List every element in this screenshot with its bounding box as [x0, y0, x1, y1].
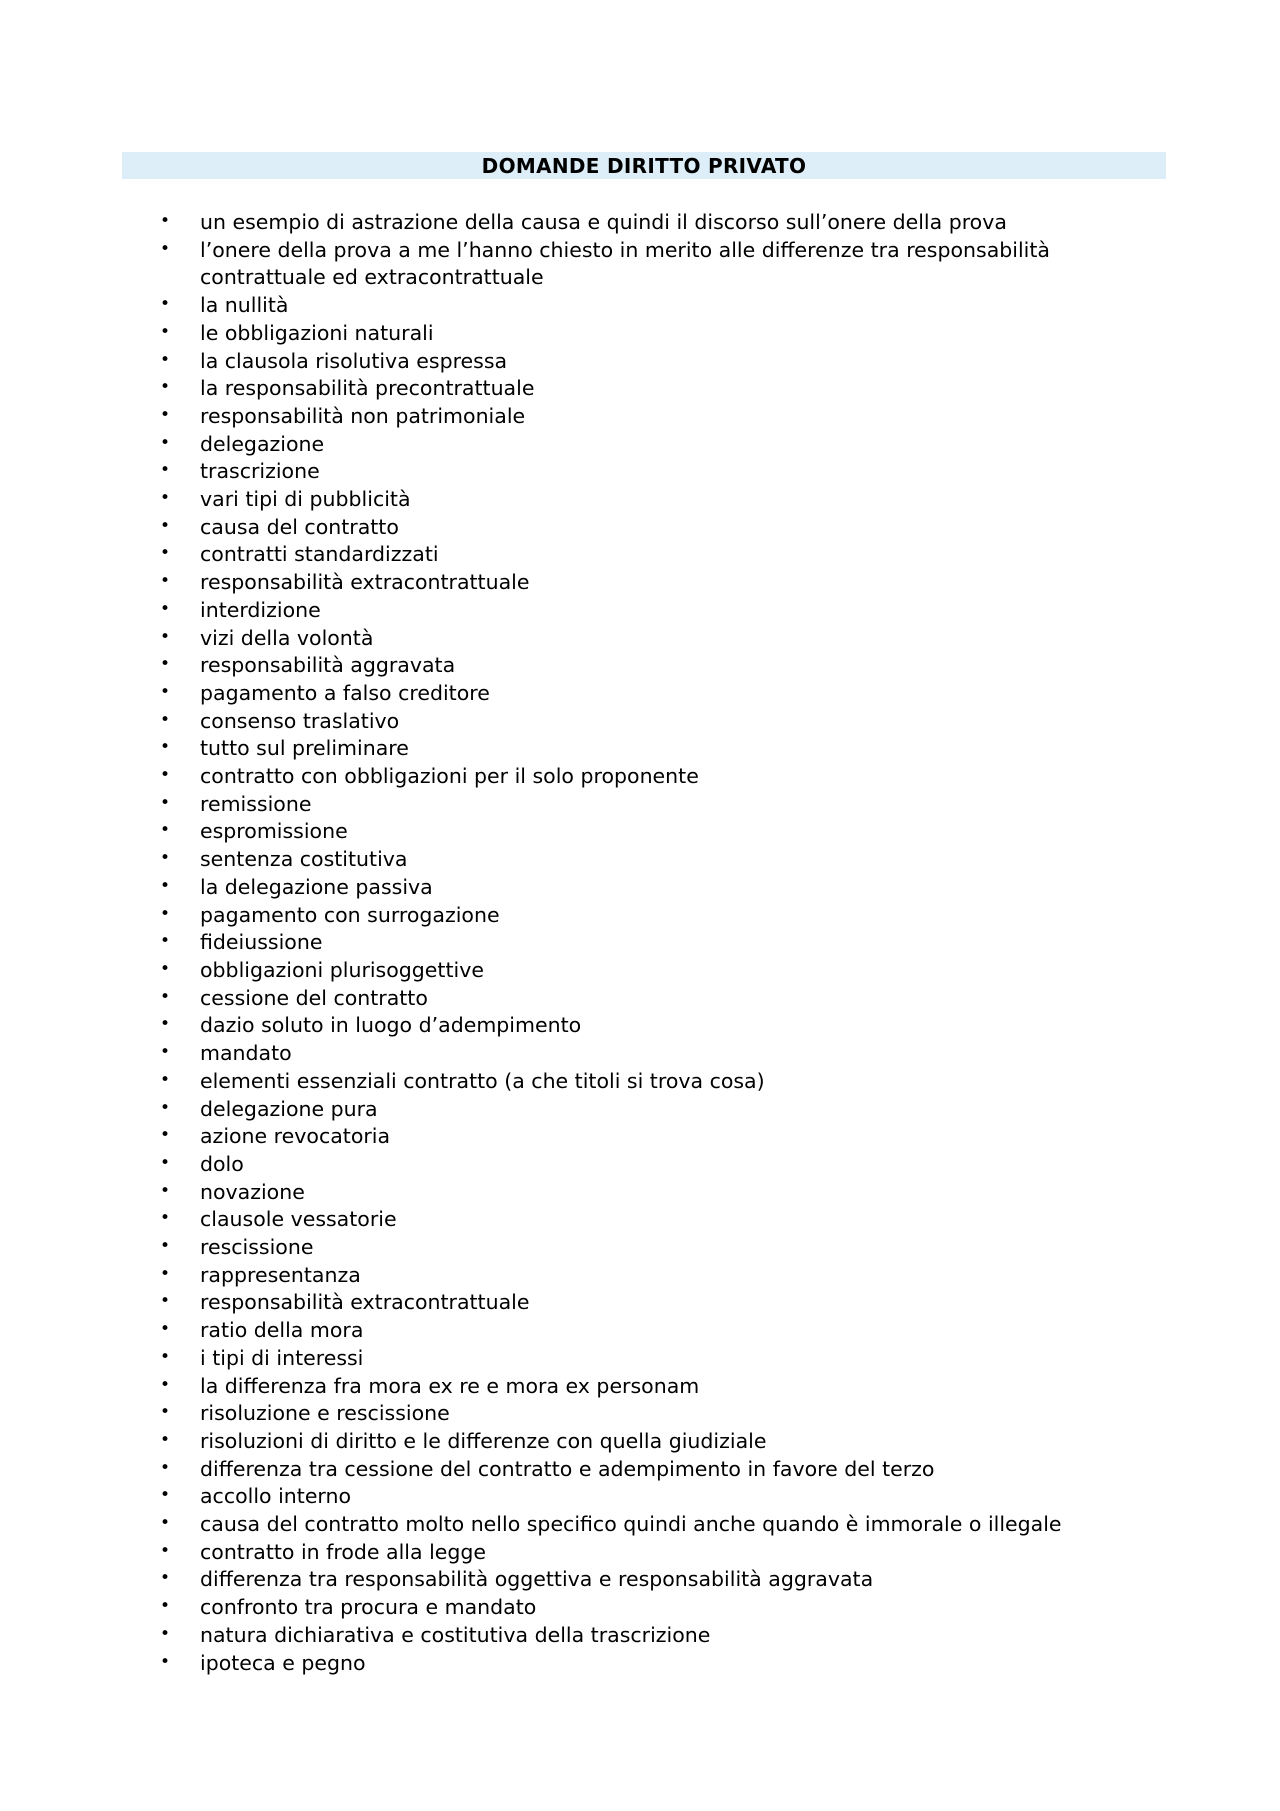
question-text: causa del contratto: [200, 514, 399, 539]
question-text: un esempio di astrazione della causa e quindi il discorso sull’onere della prova: [200, 210, 1007, 234]
list-item: [160, 1539, 1140, 1567]
question-text: delegazione pura: [200, 1096, 378, 1121]
question-text: obbligazioni plurisoggettive: [200, 957, 484, 982]
list-item: [160, 1262, 1140, 1290]
question-text: pagamento con surrogazione: [200, 902, 500, 927]
bullet-icon: •: [160, 1374, 171, 1395]
question-text: la clausola risolutiva espressa: [200, 348, 508, 373]
list-item: [160, 1317, 1140, 1345]
question-text: elementi essenziali contratto (a che titoli si trova cosa): [200, 1068, 765, 1093]
bullet-icon: •: [160, 1623, 171, 1644]
bullet-icon: •: [160, 737, 171, 758]
list-item: [160, 625, 1140, 653]
list-item: [160, 957, 1140, 985]
question-text: causa del contratto molto nello specifico quindi anche quando è immorale o illegale: [200, 1512, 1062, 1537]
question-text: fideiussione: [200, 930, 323, 955]
bullet-icon: •: [160, 432, 171, 453]
list-item: [160, 1400, 1140, 1428]
list-item: [160, 237, 1140, 292]
question-text: la nullità: [200, 293, 289, 318]
bullet-icon: •: [160, 1540, 171, 1561]
list-item: [160, 874, 1140, 902]
list-item: [160, 1511, 1140, 1539]
list-item: [160, 348, 1140, 376]
bullet-icon: •: [160, 1291, 171, 1312]
list-item: [160, 486, 1140, 514]
question-list: [160, 209, 1140, 1677]
list-item: [160, 708, 1140, 736]
question-text: responsabilità non patrimoniale: [200, 403, 526, 428]
list-item: [160, 1566, 1140, 1594]
bullet-icon: •: [160, 1457, 171, 1478]
question-text: novazione: [200, 1179, 305, 1204]
question-text: trascrizione: [200, 459, 320, 484]
bullet-icon: •: [160, 404, 171, 425]
question-text: espromissione: [200, 819, 348, 844]
question-text: responsabilità extracontrattuale: [200, 570, 530, 595]
bullet-icon: •: [160, 958, 171, 979]
list-item: [160, 818, 1140, 846]
question-text: rappresentanza: [200, 1262, 361, 1287]
bullet-icon: •: [160, 488, 171, 509]
question-text: ipoteca e pegno: [200, 1650, 366, 1675]
list-item: [160, 375, 1140, 403]
bullet-icon: •: [160, 875, 171, 896]
list-item: [160, 1012, 1140, 1040]
list-item: [160, 1123, 1140, 1151]
bullet-icon: •: [160, 1014, 171, 1035]
bullet-icon: •: [160, 598, 171, 619]
bullet-icon: •: [160, 709, 171, 730]
bullet-icon: •: [160, 460, 171, 481]
bullet-icon: •: [160, 1429, 171, 1450]
bullet-icon: •: [160, 626, 171, 647]
list-item: [160, 1151, 1140, 1179]
question-text: sentenza costitutiva: [200, 847, 408, 872]
list-item: [160, 1234, 1140, 1262]
list-item: [160, 985, 1140, 1013]
list-item: [160, 1289, 1140, 1317]
bullet-icon: •: [160, 211, 171, 231]
list-item: [160, 1096, 1140, 1124]
bullet-icon: •: [160, 1097, 171, 1118]
list-item: [160, 902, 1140, 930]
list-item: [160, 458, 1140, 486]
bullet-icon: •: [160, 1596, 171, 1617]
bullet-icon: •: [160, 1069, 171, 1090]
question-text: rescissione: [200, 1235, 314, 1260]
question-text: risoluzione e rescissione: [200, 1401, 450, 1426]
list-item: [160, 1428, 1140, 1456]
question-text: vizi della volontà: [200, 625, 374, 650]
bullet-icon: •: [160, 321, 171, 342]
list-item: [160, 1373, 1140, 1401]
bullet-icon: •: [160, 1402, 171, 1423]
list-item: [160, 1622, 1140, 1650]
bullet-icon: •: [160, 1125, 171, 1146]
bullet-icon: •: [160, 515, 171, 536]
bullet-icon: •: [160, 571, 171, 592]
list-item: [160, 403, 1140, 431]
list-item: [160, 541, 1140, 569]
list-item: [160, 292, 1140, 320]
list-item: [160, 846, 1140, 874]
bullet-icon: •: [160, 1513, 171, 1534]
question-text: pagamento a falso creditore: [200, 680, 490, 705]
bullet-icon: •: [160, 1346, 171, 1367]
question-text: responsabilità extracontrattuale: [200, 1290, 530, 1315]
question-text: tutto sul preliminare: [200, 736, 409, 761]
question-text: cessione del contratto: [200, 985, 428, 1010]
bullet-icon: •: [160, 1236, 171, 1257]
question-text: interdizione: [200, 597, 321, 622]
list-item: [160, 929, 1140, 957]
question-text: accollo interno: [200, 1484, 352, 1509]
question-text: la responsabilità precontrattuale: [200, 376, 535, 401]
question-text: mandato: [200, 1041, 292, 1066]
bullet-icon: •: [160, 1485, 171, 1506]
bullet-icon: •: [160, 1180, 171, 1201]
question-text: clausole vessatorie: [200, 1207, 397, 1232]
question-text: responsabilità aggravata: [200, 653, 456, 678]
bullet-icon: •: [160, 1651, 171, 1672]
question-text: risoluzioni di diritto e le differenze con quella giudiziale: [200, 1428, 767, 1453]
question-text: consenso traslativo: [200, 708, 400, 733]
list-item: [160, 763, 1140, 791]
question-text: confronto tra procura e mandato: [200, 1595, 537, 1620]
list-item: [160, 597, 1140, 625]
bullet-icon: •: [160, 349, 171, 370]
list-item: [160, 1179, 1140, 1207]
question-text: contratti standardizzati: [200, 542, 439, 567]
list-item: [160, 1206, 1140, 1234]
bullet-icon: •: [160, 654, 171, 675]
list-item: [160, 1068, 1140, 1096]
question-text: vari tipi di pubblicità: [200, 487, 411, 512]
document-title: DOMANDE DIRITTO PRIVATO: [481, 153, 807, 178]
bullet-icon: •: [160, 765, 171, 786]
list-item: [160, 680, 1140, 708]
bullet-icon: •: [160, 1152, 171, 1173]
bullet-icon: •: [160, 681, 171, 702]
question-text: le obbligazioni naturali: [200, 320, 434, 345]
bullet-icon: •: [160, 1263, 171, 1284]
bullet-icon: •: [160, 848, 171, 869]
list-item: [160, 1345, 1140, 1373]
bullet-icon: •: [160, 1042, 171, 1063]
list-item: [160, 431, 1140, 459]
list-item: [160, 652, 1140, 680]
bullet-icon: •: [160, 1208, 171, 1229]
bullet-icon: •: [160, 377, 171, 398]
question-text: la delegazione passiva: [200, 874, 433, 899]
question-text: ratio della mora: [200, 1318, 364, 1343]
list-item: [160, 514, 1140, 542]
question-text: remissione: [200, 791, 312, 816]
list-item: [160, 320, 1140, 348]
question-text: differenza tra responsabilità oggettiva e responsabilità aggravata: [200, 1567, 874, 1592]
question-text: i tipi di interessi: [200, 1345, 364, 1370]
bullet-icon: •: [160, 294, 171, 315]
question-text: delegazione: [200, 431, 325, 456]
bullet-icon: •: [160, 543, 171, 564]
title-bar: [122, 152, 1166, 179]
list-item: [160, 1456, 1140, 1484]
bullet-icon: •: [160, 238, 171, 259]
bullet-icon: •: [160, 986, 171, 1007]
bullet-icon: •: [160, 1319, 171, 1340]
list-item: [160, 569, 1140, 597]
list-item: [160, 1483, 1140, 1511]
bullet-icon: •: [160, 903, 171, 924]
question-text: contratto in frode alla legge: [200, 1539, 487, 1564]
bullet-icon: •: [160, 820, 171, 841]
question-text: la differenza fra mora ex re e mora ex personam: [200, 1373, 700, 1398]
bullet-icon: •: [160, 792, 171, 813]
question-text: azione revocatoria: [200, 1124, 391, 1149]
list-item: [160, 735, 1140, 763]
list-item: [160, 1040, 1140, 1068]
question-text: l’onere della prova a me l’hanno chiesto in merito alle differenze tra responsabilità contrattuale ed extracontrattuale: [200, 237, 1050, 290]
list-item: [160, 1650, 1140, 1678]
bullet-icon: •: [160, 931, 171, 952]
list-item: [160, 791, 1140, 819]
question-text: natura dichiarativa e costitutiva della trascrizione: [200, 1622, 711, 1647]
question-text: contratto con obbligazioni per il solo proponente: [200, 764, 699, 789]
question-text: dazio soluto in luogo d’adempimento: [200, 1013, 582, 1038]
question-text: dolo: [200, 1151, 244, 1176]
bullet-icon: •: [160, 1568, 171, 1589]
list-item: [160, 209, 1140, 237]
question-text: differenza tra cessione del contratto e adempimento in favore del terzo: [200, 1456, 935, 1481]
list-item: [160, 1594, 1140, 1622]
